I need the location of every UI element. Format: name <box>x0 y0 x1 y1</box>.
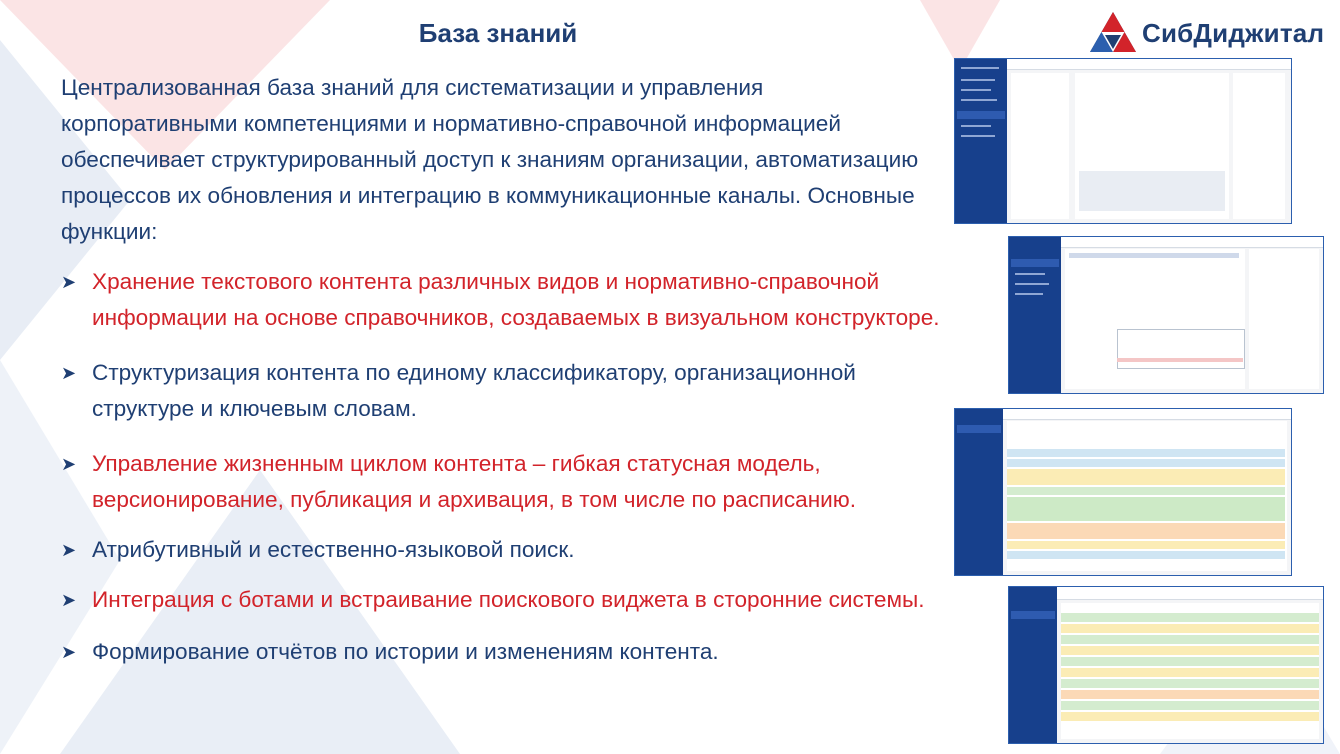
function-item-text: Формирование отчётов по истории и изменениям контента. <box>92 639 719 664</box>
function-item <box>61 532 946 568</box>
arrow-bullet-icon: ➤ <box>61 590 77 610</box>
logo-brand-text: СибДиджитал <box>1142 18 1325 48</box>
arrow-bullet-icon: ➤ <box>61 540 77 560</box>
app-screenshot-form-editor <box>954 58 1292 224</box>
slide-title: База знаний <box>418 18 578 48</box>
app-screenshot-article-editor <box>1008 236 1324 394</box>
function-item <box>61 446 946 518</box>
function-item-text: Интеграция с ботами и встраивание поискового виджета в сторонние системы. <box>92 587 925 612</box>
function-item <box>61 355 946 427</box>
arrow-bullet-icon: ➤ <box>61 454 77 474</box>
company-logo <box>1090 12 1330 56</box>
app-screenshot-question-answer <box>1008 586 1324 744</box>
function-list <box>61 264 946 670</box>
arrow-bullet-icon: ➤ <box>61 642 77 662</box>
function-item <box>61 582 946 618</box>
logo-mark-icon <box>1090 12 1136 54</box>
function-item <box>61 264 946 336</box>
arrow-bullet-icon: ➤ <box>61 363 77 383</box>
function-item <box>61 634 946 670</box>
function-item-text: Атрибутивный и естественно-языковой поиск. <box>92 537 575 562</box>
function-item-text: Структуризация контента по единому классификатору, организационной структуре и ключевым словам. <box>92 360 856 421</box>
app-screenshot-classifier <box>954 408 1292 576</box>
function-item-text: Управление жизненным циклом контента – гибкая статусная модель, версионирование, публикация и архивация, в том числе по расписанию. <box>92 451 857 512</box>
function-item-text: Хранение текстового контента различных видов и нормативно-справочной информации на основе справочников, создаваемых в визуальном конструкторе. <box>92 269 940 330</box>
intro-paragraph: Централизованная база знаний для систематизации и управления корпоративными компетенциями и нормативно-справочной информацией обеспечивает структурированный доступ к знаниям организации, автоматизацию процессов их обновления и интеграцию в коммуникационные каналы. Основные функции: <box>61 75 919 244</box>
arrow-bullet-icon: ➤ <box>61 272 77 292</box>
